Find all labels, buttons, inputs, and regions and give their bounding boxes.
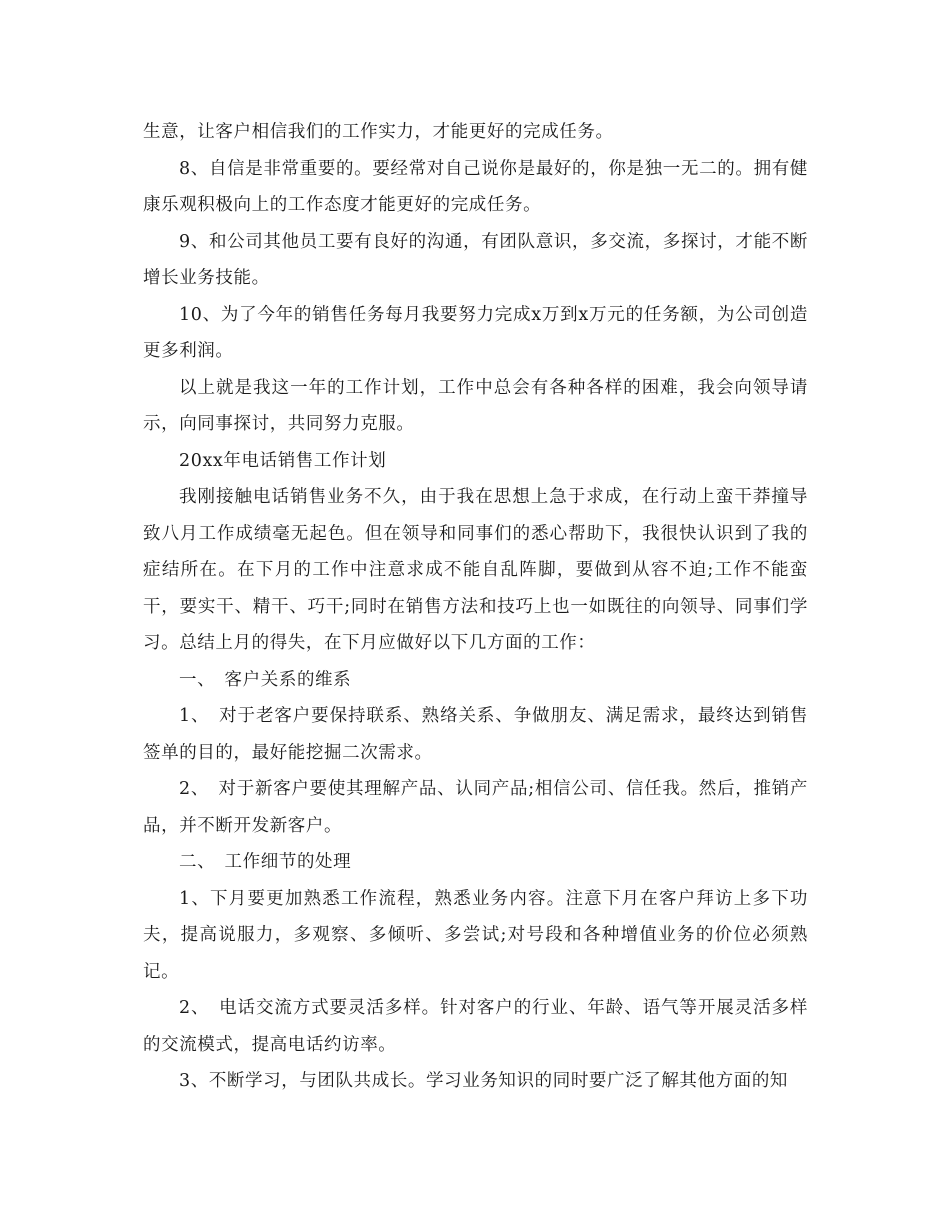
paragraph-communication: 2、 电话交流方式要灵活多样。针对客户的行业、年龄、语气等开展灵活多样的交流模式，提高电话约访率。 bbox=[143, 998, 808, 1055]
paragraph-intro: 我刚接触电话销售业务不久，由于我在思想上急于求成，在行动上蛮干莽撞导致八月工作成绩毫无起色。但在领导和同事们的悉心帮助下，我很快认识到了我的症结所在。在下月的工作中注意求成不能自乱阵脚，要做到从容不迫;工作不能蛮干，要实干、精干、巧干;同时在销售方法和技巧上也一如既往的向领导、同事们学习。总结上月的得失，在下月应做好以下几方面的工作： bbox=[143, 487, 808, 653]
document-body bbox=[143, 114, 808, 1100]
paragraph-item-10: 10、为了今年的销售任务每月我要努力完成x万到x万元的任务额，为公司创造更多利润。 bbox=[143, 304, 808, 361]
section-title: 20xx年电话销售工作计划 bbox=[179, 450, 387, 471]
paragraph-learning: 3、不断学习，与团队共成长。学习业务知识的同时要广泛了解其他方面的知 bbox=[179, 1071, 789, 1091]
heading-work-details: 二、 工作细节的处理 bbox=[179, 852, 352, 872]
paragraph-new-customers: 2、 对于新客户要使其理解产品、认同产品;相信公司、信任我。然后，推销产品，并不断开发新客户。 bbox=[143, 779, 808, 836]
paragraph-workflow: 1、下月要更加熟悉工作流程，熟悉业务内容。注意下月在客户拜访上多下功夫，提高说服力，多观察、多倾听、多尝试;对号段和各种增值业务的价位必须熟记。 bbox=[143, 888, 808, 982]
paragraph-item-9: 9、和公司其他员工要有良好的沟通，有团队意识，多交流，多探讨，才能不断增长业务技能。 bbox=[143, 231, 808, 288]
paragraph-summary: 以上就是我这一年的工作计划，工作中总会有各种各样的困难，我会向领导请示，向同事探讨，共同努力克服。 bbox=[143, 377, 808, 434]
paragraph-old-customers: 1、 对于老客户要保持联系、熟络关系、争做朋友、满足需求，最终达到销售签单的目的，最好能挖掘二次需求。 bbox=[143, 706, 808, 763]
paragraph-item-8: 8、自信是非常重要的。要经常对自己说你是最好的，你是独一无二的。拥有健康乐观积极向上的工作态度才能更好的完成任务。 bbox=[143, 158, 808, 215]
paragraph-continuation: 生意，让客户相信我们的工作实力，才能更好的完成任务。 bbox=[143, 122, 614, 142]
heading-customer-relations: 一、 客户关系的维系 bbox=[179, 669, 352, 690]
